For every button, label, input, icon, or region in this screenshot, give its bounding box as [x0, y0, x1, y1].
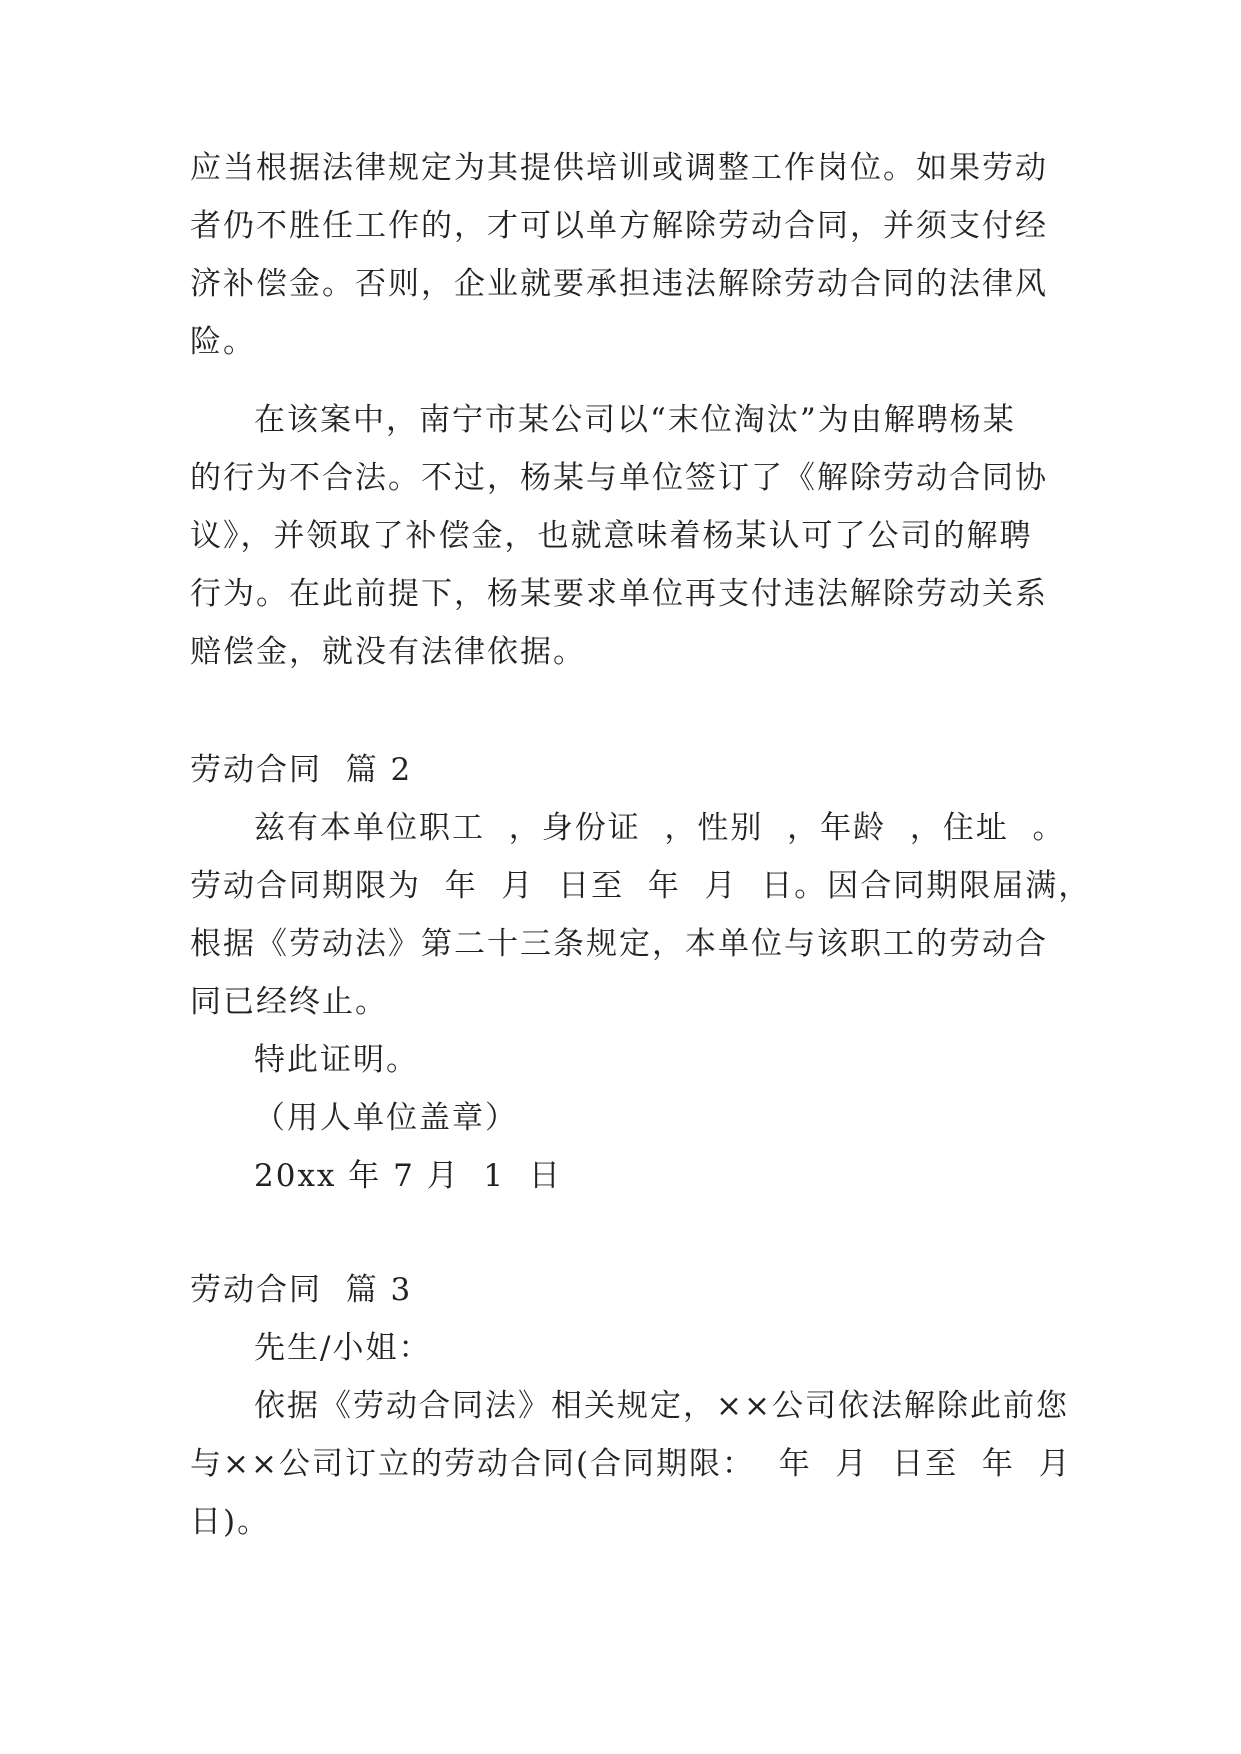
salutation-line: 先生/小姐： [254, 1330, 432, 1366]
paragraph-line: 赔偿金，就没有法律依据。 [190, 634, 586, 670]
paragraph-line: 在该案中，南宁市某公司以“末位淘汰”为由解聘杨某 [254, 402, 1016, 438]
paragraph-line: 兹有本单位职工 ，身份证 ，性别 ，年龄 ，住址 。 [254, 810, 1066, 846]
paragraph-line: 同已经终止。 [190, 984, 388, 1020]
paragraph-line: 依据《劳动合同法》相关规定，××公司依法解除此前您 [254, 1388, 1069, 1424]
paragraph-line: 者仍不胜任工作的，才可以单方解除劳动合同，并须支付经 [190, 208, 1048, 244]
paragraph-line: 议》，并领取了补偿金，也就意味着杨某认可了公司的解聘 [190, 518, 1033, 554]
paragraph-line: 险。 [190, 324, 256, 360]
date-line: 20xx 年 7 月 1 日 [254, 1158, 562, 1194]
paragraph-line: 行为。在此前提下，杨某要求单位再支付违法解除劳动关系 [190, 576, 1048, 612]
seal-note: （用人单位盖章） [254, 1100, 518, 1136]
paragraph-line: 的行为不合法。不过，杨某与单位签订了《解除劳动合同协 [190, 460, 1048, 496]
section-heading: 劳动合同 篇 2 [190, 752, 413, 788]
paragraph-line: 根据《劳动法》第二十三条规定，本单位与该职工的劳动合 [190, 926, 1048, 962]
paragraph-line: 济补偿金。否则，企业就要承担违法解除劳动合同的法律风 [190, 266, 1048, 302]
paragraph-line: 日)。 [190, 1504, 271, 1540]
section-heading: 劳动合同 篇 3 [190, 1272, 413, 1308]
paragraph-line: 劳动合同期限为 年 月 日至 年 月 日。因合同期限届满， [190, 868, 1092, 904]
paragraph-line: 特此证明。 [254, 1042, 419, 1078]
paragraph-line: 应当根据法律规定为其提供培训或调整工作岗位。如果劳动 [190, 150, 1048, 186]
paragraph-line: 与××公司订立的劳动合同(合同期限： 年 月 日至 年 月 [190, 1446, 1072, 1482]
